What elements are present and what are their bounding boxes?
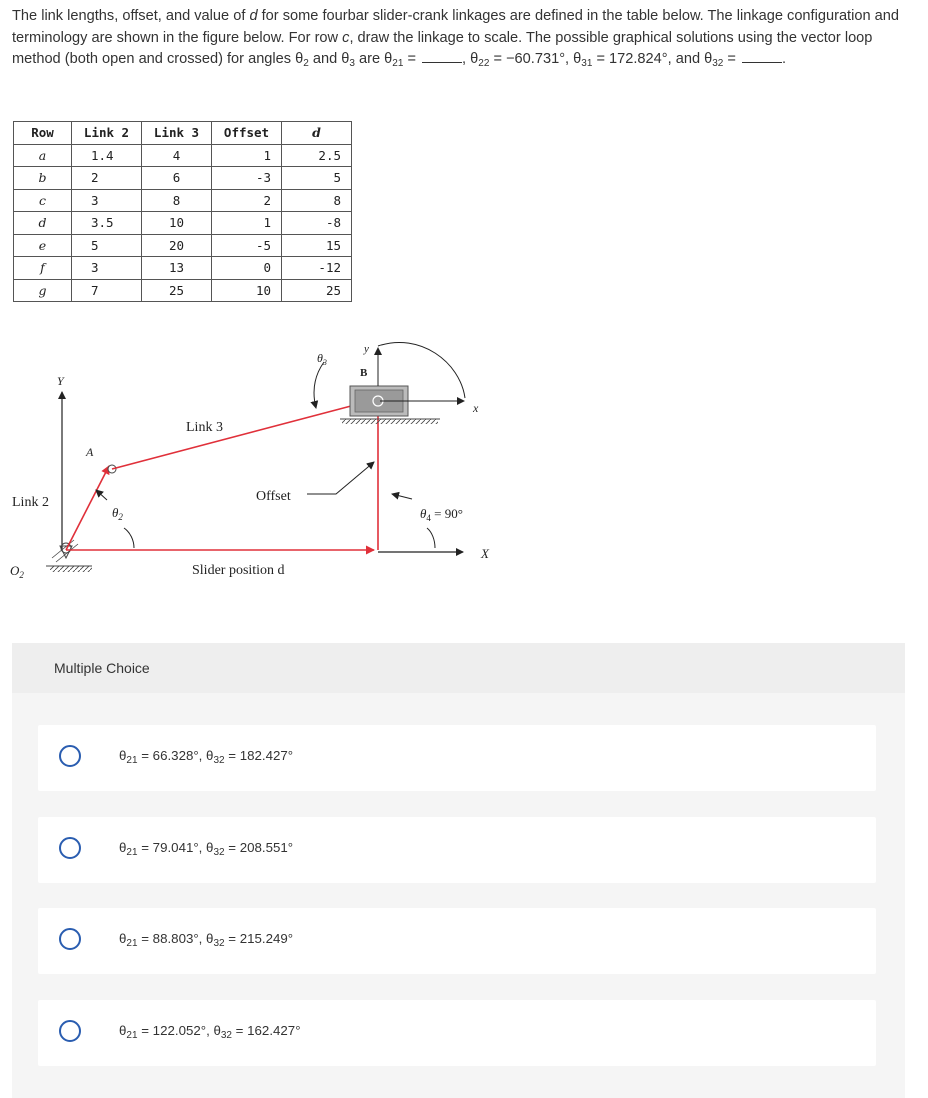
header-offset: Offset	[212, 122, 282, 145]
cell-link3: 10	[142, 212, 212, 235]
cell-row: a	[14, 144, 72, 167]
cell-link2: 2	[72, 167, 142, 190]
choice-option-2[interactable]	[38, 817, 876, 883]
slider-y-label: y	[364, 343, 369, 355]
header-row: Row	[14, 122, 72, 145]
header-d: d	[282, 122, 352, 145]
cell-link3: 4	[142, 144, 212, 167]
cell-row: f	[14, 257, 72, 280]
theta4-label: $\theta_4 = 90^\circ$	[420, 506, 463, 523]
table-row	[14, 167, 352, 190]
table-row	[14, 144, 352, 167]
cell-row: b	[14, 167, 72, 190]
theta2-arc	[124, 528, 134, 548]
offset-label: Offset	[256, 489, 291, 504]
cell-offset: 2	[212, 189, 282, 212]
link-table	[13, 121, 352, 302]
theta2-arrow	[96, 490, 107, 500]
choice-option-1[interactable]	[38, 725, 876, 791]
cell-d: 5	[282, 167, 352, 190]
linkage-figure	[0, 330, 928, 590]
table-row	[14, 212, 352, 235]
radio-button[interactable]	[59, 1020, 81, 1042]
radio-button[interactable]	[59, 928, 81, 950]
slider-x-label: x	[473, 401, 479, 415]
cell-link3: 6	[142, 167, 212, 190]
cell-d: 25	[282, 279, 352, 302]
cell-row: d	[14, 212, 72, 235]
theta2-label: $\theta_2$	[112, 505, 123, 522]
link2-label: Link 2	[12, 495, 49, 510]
link-3	[112, 401, 370, 469]
cell-d: 2.5	[282, 144, 352, 167]
table-row	[14, 257, 352, 280]
mc-header	[12, 643, 905, 693]
offset-leader	[307, 462, 374, 494]
theta3-label: $\theta_3$	[317, 351, 327, 367]
b-label: B	[360, 367, 368, 379]
table-row	[14, 234, 352, 257]
cell-link3: 25	[142, 279, 212, 302]
cell-row: g	[14, 279, 72, 302]
cell-link2: 3	[72, 257, 142, 280]
radio-button[interactable]	[59, 745, 81, 767]
table-row	[14, 279, 352, 302]
link3-label: Link 3	[186, 420, 223, 435]
cell-link2: 7	[72, 279, 142, 302]
a-label: A	[86, 445, 94, 459]
choice-text: $\theta_{21} = 66.328^\circ$, $\theta_{32} = 182.427^\circ$	[119, 748, 294, 766]
cell-row: e	[14, 234, 72, 257]
o2-label: $O_2$	[10, 563, 24, 580]
cell-link2: 1.4	[72, 144, 142, 167]
choice-text: $\theta_{21} = 88.803^\circ$, $\theta_{32} = 215.249^\circ$	[119, 931, 294, 949]
choice-text: $\theta_{21} = 122.052^\circ$, $\theta_{32} = 162.427^\circ$	[119, 1023, 301, 1041]
choice-option-4[interactable]	[38, 1000, 876, 1066]
cell-offset: -5	[212, 234, 282, 257]
slider-position-label: Slider position d	[192, 563, 285, 578]
cell-d: 15	[282, 234, 352, 257]
cell-offset: 0	[212, 257, 282, 280]
choice-option-3[interactable]	[38, 908, 876, 974]
cell-offset: -3	[212, 167, 282, 190]
cell-d: -12	[282, 257, 352, 280]
mc-title: Multiple Choice	[54, 660, 150, 676]
x-axis-label: X	[481, 546, 489, 561]
slider-block	[340, 386, 440, 424]
answer-blank-theta32	[742, 50, 782, 63]
cell-d: -8	[282, 212, 352, 235]
theta4-arc	[427, 528, 435, 548]
cell-link2: 3	[72, 189, 142, 212]
cell-d: 8	[282, 189, 352, 212]
cell-offset: 1	[212, 212, 282, 235]
cell-link3: 20	[142, 234, 212, 257]
cell-offset: 1	[212, 144, 282, 167]
cell-offset: 10	[212, 279, 282, 302]
theta4-arrow	[392, 494, 412, 499]
theta3-arc-left	[314, 362, 324, 408]
table-header-row	[14, 122, 352, 145]
cell-row: c	[14, 189, 72, 212]
question-text: The link lengths, offset, and value of d for some fourbar slider-crank linkages are defined in the table below. The linkage configuration and terminology are shown in the figure below. For row c, draw the linkage to scale. The possible graphical solutions using the vector loop method (both open and crossed) for angles $\theta_2$ and $\theta_3$ are $\theta_{21}$ = , $\theta_{22} = -60.731^\circ$, $\theta_{31} = 172.824^\circ$, and $\theta_{32}$ = .	[12, 8, 899, 69]
table-row	[14, 189, 352, 212]
cell-link2: 3.5	[72, 212, 142, 235]
header-link2: Link 2	[72, 122, 142, 145]
cell-link2: 5	[72, 234, 142, 257]
answer-blank-theta21	[422, 50, 462, 63]
y-axis-label: Y	[57, 374, 64, 388]
choice-text: $\theta_{21} = 79.041^\circ$, $\theta_{32} = 208.551^\circ$	[119, 840, 294, 858]
cell-link3: 8	[142, 189, 212, 212]
radio-button[interactable]	[59, 837, 81, 859]
link-2	[66, 466, 109, 550]
cell-link3: 13	[142, 257, 212, 280]
multiple-choice-panel	[12, 643, 905, 1098]
header-link3: Link 3	[142, 122, 212, 145]
